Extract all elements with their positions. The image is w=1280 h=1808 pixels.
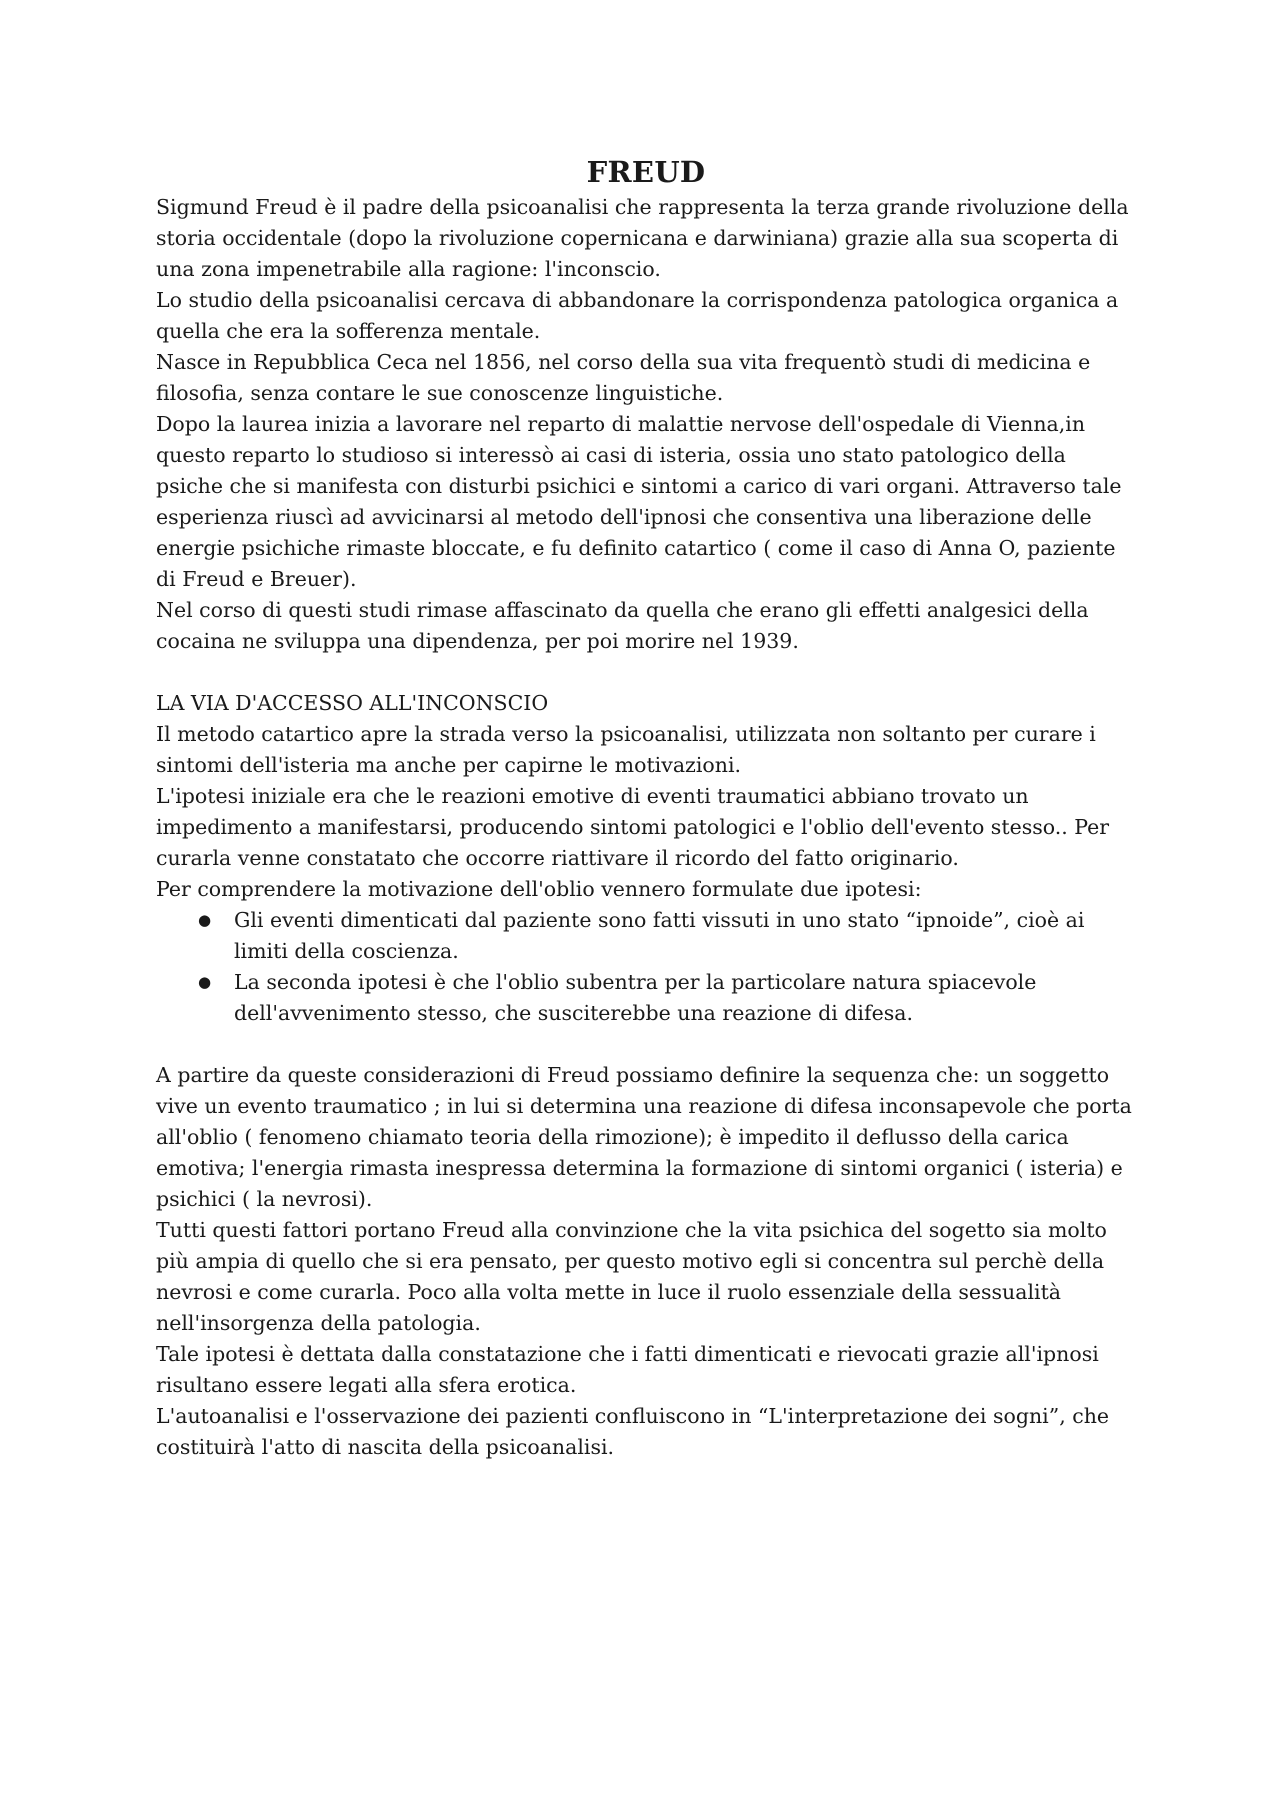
section-heading: LA VIA D'ACCESSO ALL'INCONSCIO — [156, 691, 549, 715]
closing-paragraph: A partire da queste considerazioni di Freud possiamo definire la sequenza che: un soggetto vive un evento traumatico ; in lui si determina una reazione di difesa inconsapevole che porta all'oblio ( fenomeno chiamato teoria della rimozione); è impedito il deflusso della carica emotiva; l'energia rimasta inespressa determina la formazione di sintomi organici ( isteria) e psichici ( la nevrosi). — [156, 1063, 1132, 1211]
closing-paragraph: Tale ipotesi è dettata dalla constatazione che i fatti dimenticati e rievocati grazie all'ipnosi risultano essere legati alla sfera erotica. — [156, 1342, 1099, 1397]
intro-paragraph: Dopo la laurea inizia a lavorare nel reparto di malattie nervose dell'ospedale di Vienna,in questo reparto lo studioso si interessò ai casi di isteria, ossia uno stato patologico della psiche che si manifesta con disturbi psichici e sintomi a carico di vari organi. Attraverso tale esperienza riuscì ad avvicinarsi al metodo dell'ipnosi che consentiva una liberazione delle energie psichiche rimaste bloccate, e fu definito catartico ( come il caso di Anna O, paziente di Freud e Breuer). — [156, 412, 1122, 591]
intro-paragraph: Nasce in Repubblica Ceca nel 1856, nel corso della sua vita frequentò studi di medicina e filosofia, senza contare le sue conoscenze linguistiche. — [156, 350, 1091, 405]
closing-paragraph: Tutti questi fattori portano Freud alla convinzione che la vita psichica del sogetto sia molto più ampia di quello che si era pensato, per questo motivo egli si concentra sul perchè della nevrosi e come curarla. Poco alla volta mette in luce il ruolo essenziale della sessualità nell'insorgenza della patologia. — [156, 1218, 1107, 1335]
list-item — [156, 905, 1136, 967]
section-paragraph: L'ipotesi iniziale era che le reazioni emotive di eventi traumatici abbiano trovato un impedimento a manifestarsi, producendo sintomi patologici e l'oblio dell'evento stesso.. Per curarla venne constatato che occorre riattivare il ricordo del fatto originario. — [156, 784, 1110, 870]
bullet-icon: ● — [198, 973, 212, 991]
intro-paragraph: Nel corso di questi studi rimase affascinato da quella che erano gli effetti analgesici della cocaina ne sviluppa una dipendenza, per poi morire nel 1939. — [156, 598, 1089, 653]
section-paragraph: Per comprendere la motivazione dell'oblio vennero formulate due ipotesi: — [156, 877, 922, 901]
closing-paragraph: L'autoanalisi e l'osservazione dei pazienti confluiscono in “L'interpretazione dei sogni”, che costituirà l'atto di nascita della psicoanalisi. — [156, 1404, 1110, 1459]
paragraph-spacer — [156, 1029, 1136, 1060]
hypotheses-list — [156, 905, 1136, 1029]
list-item-text: La seconda ipotesi è che l'oblio subentra per la particolare natura spiacevole dell'avvenimento stesso, che susciterebbe una reazione di difesa. — [234, 970, 1037, 1025]
page-title: FREUD — [586, 155, 706, 189]
bullet-icon: ● — [198, 911, 212, 929]
section-paragraph: Il metodo catartico apre la strada verso la psicoanalisi, utilizzata non soltanto per curare i sintomi dell'isteria ma anche per capirne le motivazioni. — [156, 722, 1096, 777]
document-body — [156, 150, 1136, 1463]
intro-paragraph: Lo studio della psicoanalisi cercava di abbandonare la corrispondenza patologica organica a quella che era la sofferenza mentale. — [156, 288, 1119, 343]
list-item — [156, 967, 1136, 1029]
list-item-text: Gli eventi dimenticati dal paziente sono fatti vissuti in uno stato “ipnoide”, cioè ai limiti della coscienza. — [234, 908, 1085, 963]
intro-paragraph: Sigmund Freud è il padre della psicoanalisi che rappresenta la terza grande rivoluzione della storia occidentale (dopo la rivoluzione copernicana e darwiniana) grazie alla sua scoperta di una zona impenetrabile alla ragione: l'inconscio. — [156, 195, 1129, 281]
paragraph-spacer — [156, 657, 1136, 688]
